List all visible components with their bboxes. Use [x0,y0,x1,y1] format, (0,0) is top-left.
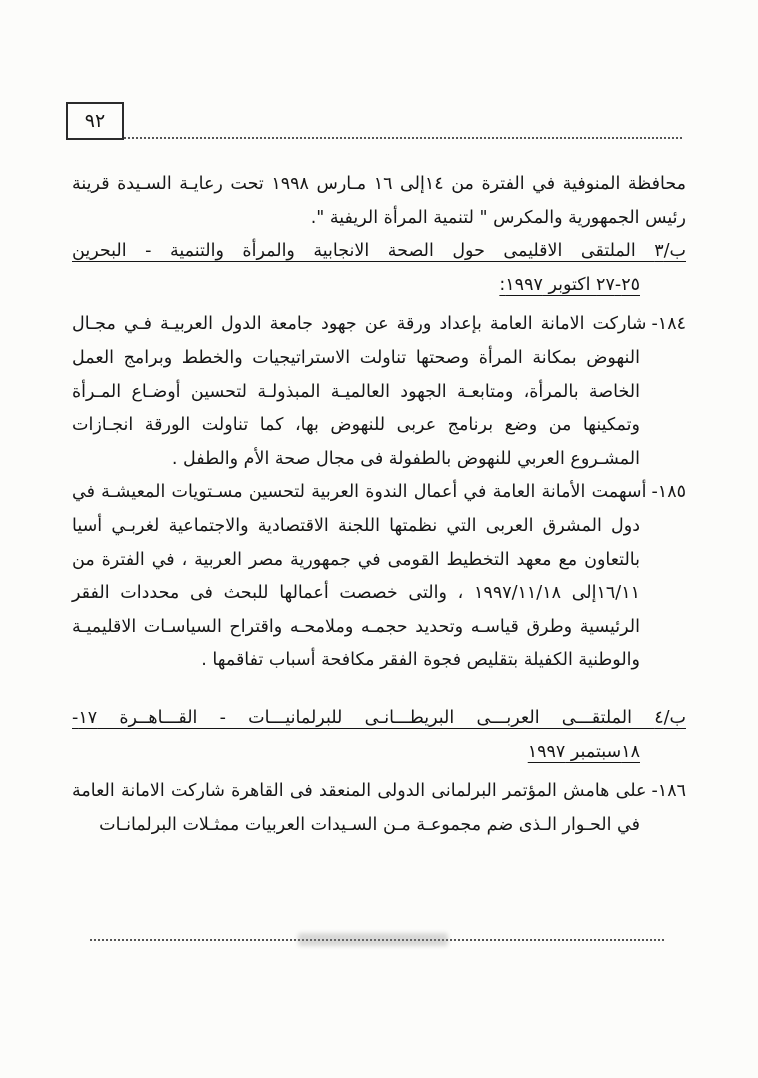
numbered-item-185 [72,476,686,678]
heading-line-2: ٢٥-٢٧ اكتوبر ١٩٩٧: [499,274,640,295]
page-header [66,102,682,140]
item-text: شاركت الامانة العامة بإعداد ورقة عن جهود جامعة الدول العربيـة فـي مجـال النهوض بمكانة المرأة وصحتها تناولت الاستراتيجيات والخطط وبرامج العمل الخاصة بالمرأة، ومتابعـة الجهود العالميـة المبذولـة لتحسين أوضـاع المـرأة وتمكينها من وضع برنامج عربى للنهوض بها، كما تناولت الورقة انجـازات المشـروع العربي للنهوض بالطفولة فى مجال صحة الأم والطفل . [72,314,647,469]
section-heading-b4 [72,702,686,769]
item-text: أسهمت الأمانة العامة في أعمال الندوة العربية لتحسين مسـتويات المعيشـة في دول المشرق العربى التي نظمتها اللجنة الاقتصادية والاجتماعية لغربـي أسيا بالتعاون مع معهد التخطيط القومى في جمهورية مصر العربية ، في الفترة من ١٦/١١إلى ١٩٩٧/١١/١٨ ، والتى خصصت أعمالها للبحث فى محددات الفقر الرئيسية وطرق قياسـه وتحديد حجمـه وملامحـه واقتراح السياسـات الاقليميـة والوطنية الكفيلة بتقليص فجوة الفقر مكافحة أسباب تفاقمها . [72,482,647,671]
item-text: على هامش المؤتمر البرلمانى الدولى المنعقد فى القاهرة شاركت الامانة العامة في الحـوار الـذى ضم مجموعـة مـن السـيدات العربيات ممثـلات البرلمانـات [72,781,647,835]
item-number: ١٨٤- [651,314,686,335]
page-content [72,168,686,842]
footer-stamp [298,933,448,946]
item-number: ١٨٦- [651,781,686,802]
section-heading-b3 [72,235,686,302]
header-dotted-rule [124,135,682,139]
page-number: ٩٢ [84,110,106,132]
item-number: ١٨٥- [651,482,686,503]
paragraph-intro: محافظة المنوفية في الفترة من ١٤إلى ١٦ مـارس ١٩٩٨ تحت رعايـة السـيدة قرينة رئيس الجمهورية والمكرس " لتنمية المرأة الريفية ". [72,174,686,228]
page-footer [90,932,664,950]
numbered-item-184 [72,308,686,476]
heading-line-1: ب/٤ الملتقـــى العربـــى البريطـــانـى للبرلمانيـــات - القـــاهــرة ١٧- [72,707,686,728]
heading-line-2: ١٨سبتمبر ١٩٩٧ [527,741,640,762]
numbered-item-186 [72,775,686,842]
heading-line-1: ب/٣ الملتقى الاقليمى حول الصحة الانجابية والمرأة والتنمية - البحرين [72,241,686,262]
page-number-box [66,102,124,140]
